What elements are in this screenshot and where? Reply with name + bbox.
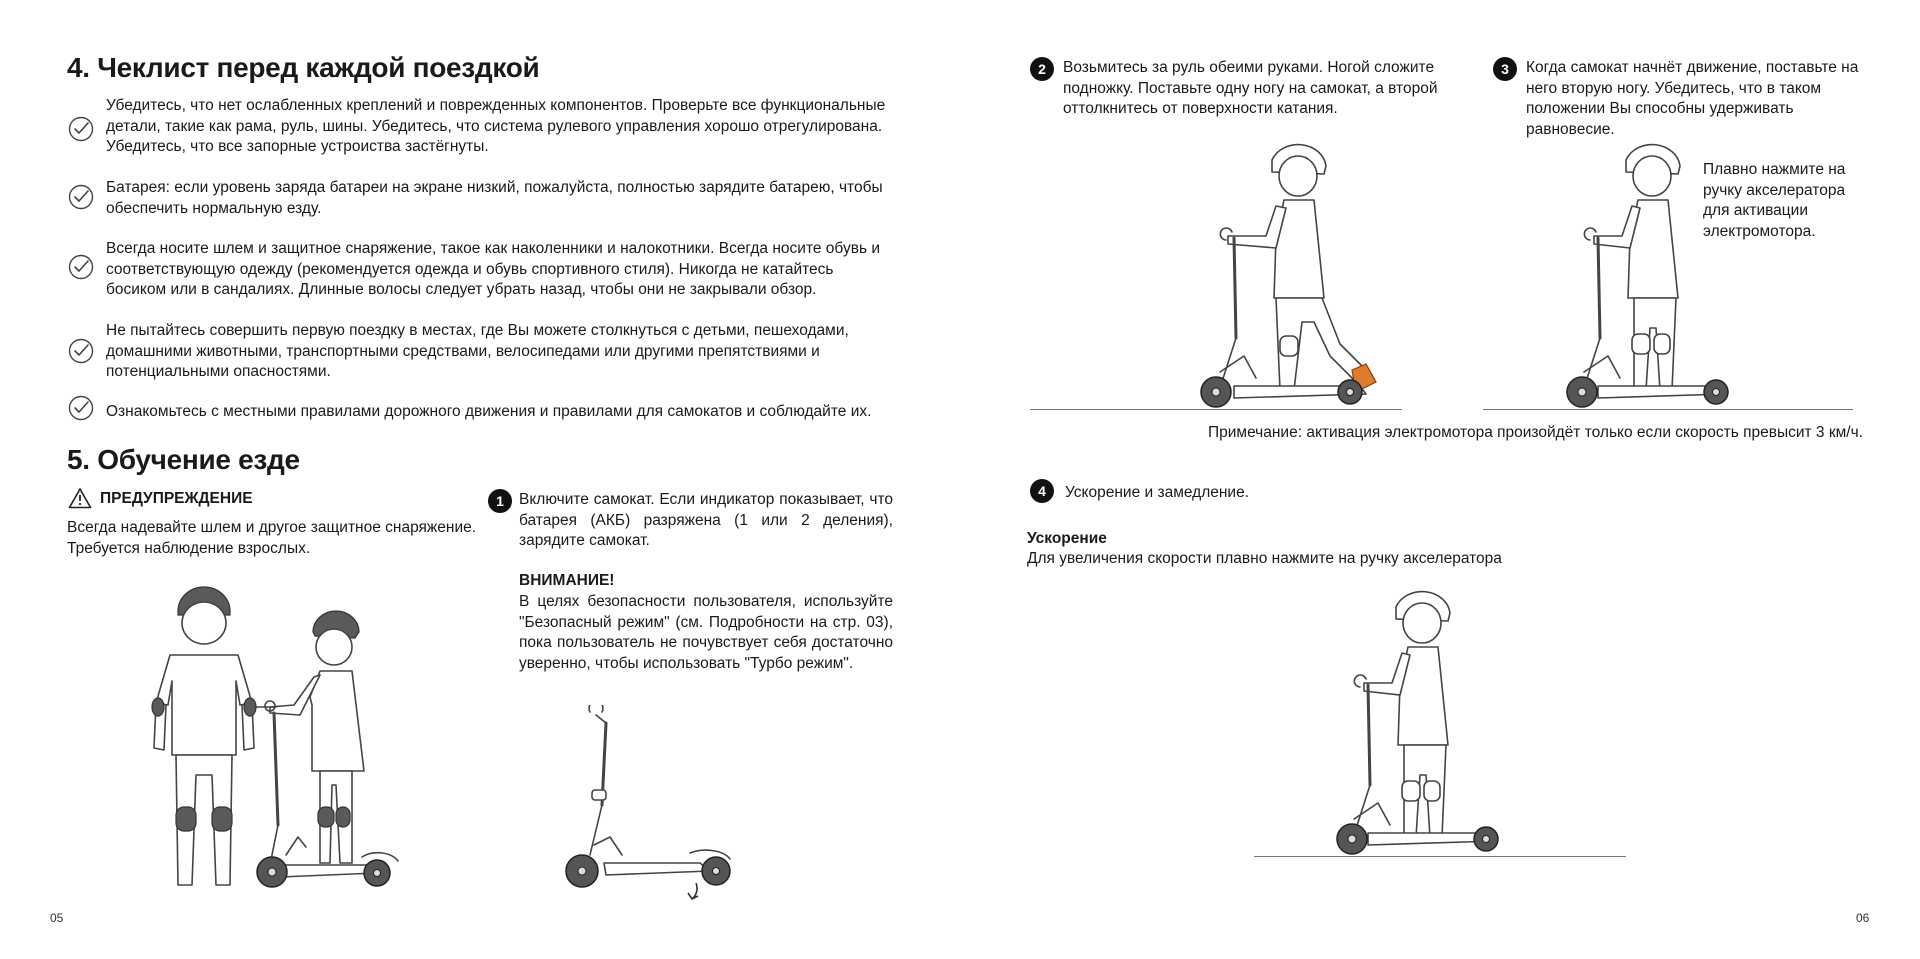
section4-title: 4. Чеклист перед каждой поездкой <box>67 52 540 83</box>
warning-text: Всегда надевайте шлем и другое защитное снаряжение. Требуется наблюдение взрослых. <box>67 519 477 557</box>
checkmark-circle-icon <box>68 184 94 210</box>
step-2-text: Возьмитесь за руль обеими руками. Ногой сложите подножку. Поставьте одну ногу на самокат, а второй оттолкнитесь от поверхности катания. <box>1063 59 1438 117</box>
step-1-text: Включите самокат. Если индикатор показывает, что батарея (АКБ) разряжена (1 или 2 деления), зарядите самокат. <box>519 491 893 549</box>
acceleration-title: Ускорение <box>1027 530 1107 547</box>
step-3-badge: 3 <box>1493 57 1517 81</box>
section5-title: 5. Обучение езде <box>67 444 300 475</box>
step-1-badge: 1 <box>488 489 512 513</box>
step-2-badge: 2 <box>1030 57 1054 81</box>
step-4-text: Ускорение и замедление. <box>1065 484 1250 501</box>
checklist-item-4: Не пытайтесь совершить первую поездку в местах, где Вы можете столкнуться с детьми, пешеходами, домашними животными, транспортными средствами, велосипедами или другими препятствиями и потенциальными опасностями. <box>106 322 849 380</box>
attention-label: ВНИМАНИЕ! <box>519 572 615 589</box>
step-4-badge: 4 <box>1030 479 1054 503</box>
checklist-item-3: Всегда носите шлем и защитное снаряжение, такое как наколенники и налокотники. Всегда носите обувь и соответствующую одежду (рекомендуется одежда и обувь спортивного стиля). Никогда не катайтесь босиком или в сандалиях. Длинные волосы следует убрать назад, чтобы они не закрывали обзор. <box>106 240 880 298</box>
checkmark-circle-icon <box>68 116 94 142</box>
checklist-item-1: Убедитесь, что нет ослабленных креплений и поврежденных компонентов. Проверьте все функциональные детали, такие как рама, руль, шины. Убедитесь, что система рулевого управления хорошо отрегулирована. Убедитесь, что все запорные устроиства застёгнуты. <box>106 97 886 155</box>
warning-label: ПРЕДУПРЕЖДЕНИЕ <box>100 490 253 507</box>
note-text: Примечание: активация электромотора произойдёт только если скорость превысит 3 км/ч. <box>1208 424 1863 441</box>
checkmark-circle-icon <box>68 395 94 421</box>
warning-triangle-icon <box>68 487 92 509</box>
acceleration-illustration <box>1330 585 1520 857</box>
checklist-item-5: Ознакомьтесь с местными правилами дорожного движения и правилами для самокатов и соблюдайте их. <box>106 403 872 420</box>
accelerator-hint: Плавно нажмите на ручку акселератора для активации электромотора. <box>1703 161 1846 240</box>
acceleration-text: Для увеличения скорости плавно нажмите на ручку акселератора <box>1027 550 1502 567</box>
attention-text: В целях безопасности пользователя, используйте "Безопасный режим" (см. Подробности на стр. 03), пока пользователь не почувствует себя достаточно уверенно, чтобы использовать "Турбо режим". <box>519 593 893 672</box>
ground-line <box>1483 409 1853 410</box>
checkmark-circle-icon <box>68 338 94 364</box>
step-3-text: Когда самокат начнёт движение, поставьте на него вторую ногу. Убедитесь, что в таком положении Вы способны удерживать равновесие. <box>1526 59 1859 138</box>
riding-illustration <box>1560 138 1750 410</box>
ground-line <box>1254 856 1626 857</box>
adult-and-child-illustration <box>130 585 430 895</box>
checkmark-circle-icon <box>68 254 94 280</box>
page-number-right: 06 <box>1856 911 1870 925</box>
ground-line <box>1030 409 1402 410</box>
scooter-illustration <box>560 705 740 905</box>
checklist-item-2: Батарея: если уровень заряда батареи на экране низкий, пожалуйста, полностью зарядите батарею, чтобы обеспечить нормальную езду. <box>106 179 883 217</box>
push-off-illustration <box>1190 138 1410 410</box>
page-number-left: 05 <box>50 911 64 925</box>
